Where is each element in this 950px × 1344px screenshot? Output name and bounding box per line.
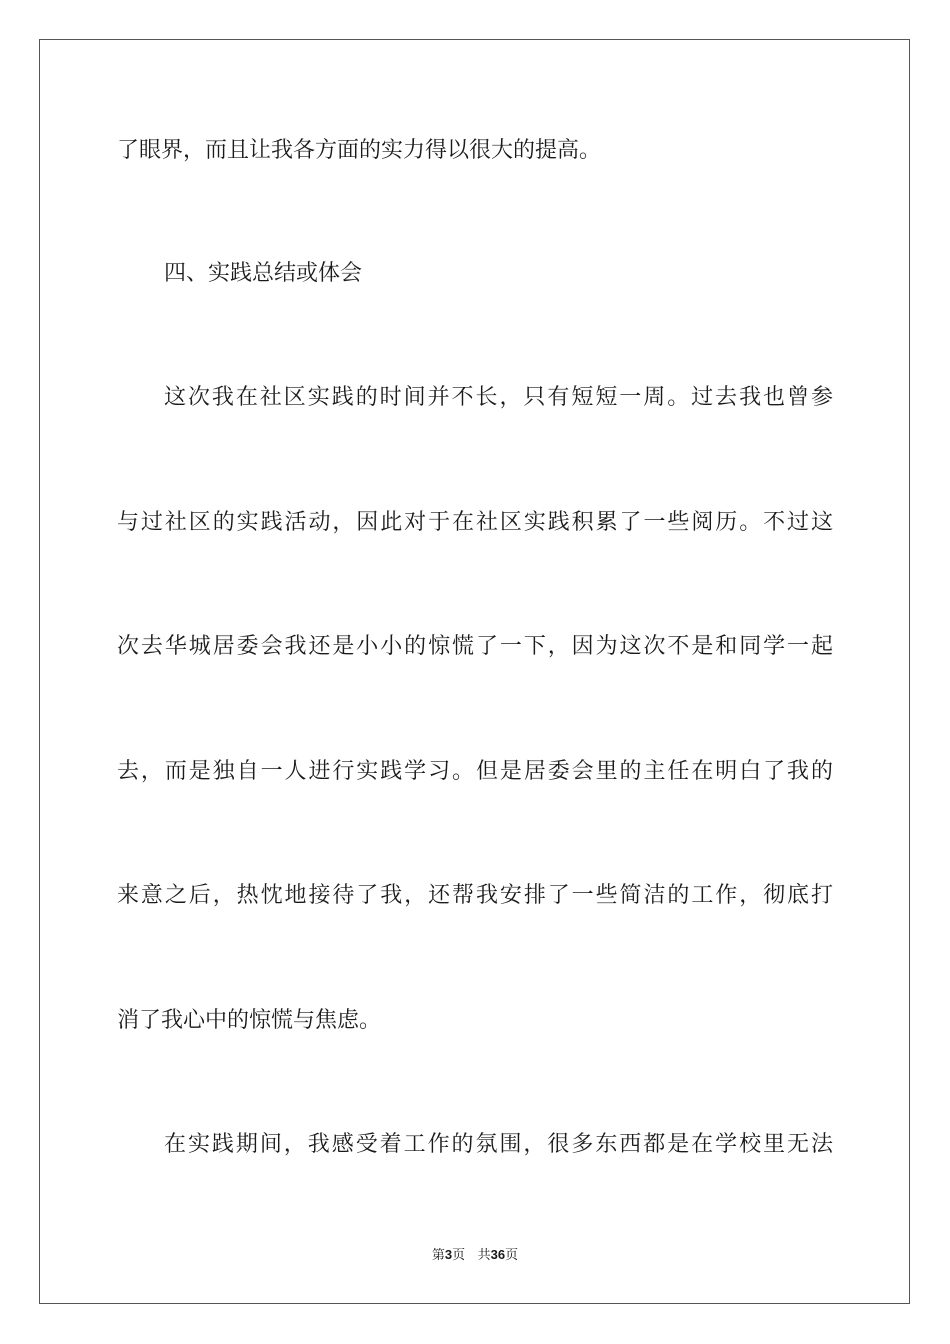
text-line-7: 来意之后，热忱地接待了我，还帮我安排了一些简洁的工作，彻底打 bbox=[117, 883, 833, 908]
text-line-1: 了眼界，而且让我各方面的实力得以很大的提高。 bbox=[117, 138, 602, 163]
page-prefix: 第 bbox=[431, 1248, 445, 1263]
text-line-4: 与过社区的实践活动，因此对于在社区实践积累了一些阅历。不过这 bbox=[117, 510, 833, 535]
page-border bbox=[39, 39, 910, 1304]
page-suffix: 页 bbox=[452, 1248, 466, 1263]
total-suffix: 页 bbox=[505, 1248, 519, 1263]
text-line-9: 在实践期间，我感受着工作的氛围，很多东西都是在学校里无法 bbox=[164, 1132, 833, 1157]
text-line-3: 这次我在社区实践的时间并不长，只有短短一周。过去我也曾参 bbox=[164, 385, 833, 410]
page-footer bbox=[0, 1245, 950, 1266]
section-heading: 四、实践总结或体会 bbox=[164, 261, 363, 286]
text-line-8: 消了我心中的惊慌与焦虑。 bbox=[117, 1008, 382, 1033]
text-line-5: 次去华城居委会我还是小小的惊慌了一下，因为这次不是和同学一起 bbox=[117, 634, 833, 659]
total-pages: 36 bbox=[490, 1247, 506, 1262]
total-prefix: 共 bbox=[477, 1248, 491, 1263]
page-number: 3 bbox=[444, 1247, 453, 1262]
text-line-6: 去，而是独自一人进行实践学习。但是居委会里的主任在明白了我的 bbox=[117, 759, 833, 784]
